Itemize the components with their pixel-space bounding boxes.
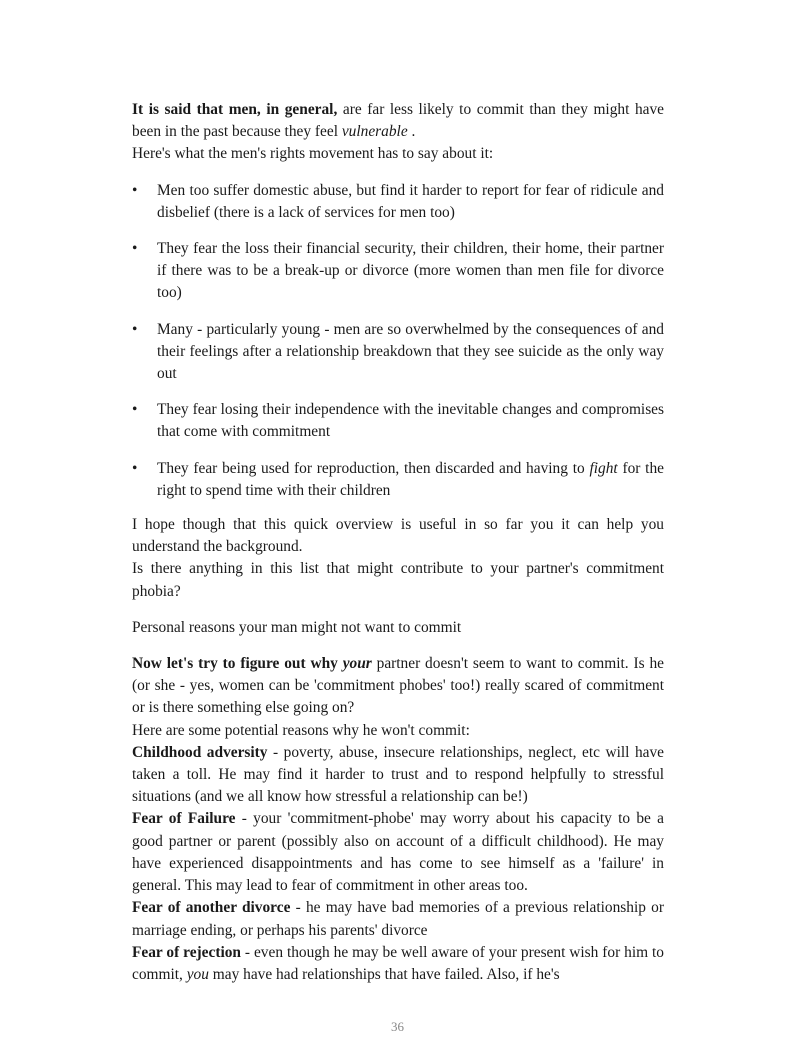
reason-fear-of-rejection: Fear of rejection - even though he may be well aware of your present wish for him to commit, you may have had relationships that have failed. Also, if he's	[132, 943, 664, 983]
bullet-item: • They fear losing their independence with the inevitable changes and compromises that come with commitment	[132, 401, 664, 441]
bullet-item: • They fear the loss their financial security, their children, their home, their partner if there was to be a break-up or divorce (more women than men file for divorce too)	[132, 240, 664, 302]
document-page	[132, 99, 664, 986]
bullet-item: • They fear being used for reproduction, then discarded and having to fight for the right to spend time with their children	[132, 459, 664, 499]
section-heading: Personal reasons your man might not want to commit	[132, 618, 462, 636]
reason-childhood-adversity: Childhood adversity - poverty, abuse, insecure relationships, neglect, etc will have taken a toll. He may find it harder to trust and to respond helpfully to stressful situations (and we all know how stressful a relationship can be!)	[132, 743, 665, 806]
intro-paragraph	[132, 99, 664, 166]
bullet-dot: •	[132, 401, 138, 419]
bullet-item: • Men too suffer domestic abuse, but find it harder to report for fear of ridicule and disbelief (there is a lack of services for men too)	[132, 181, 664, 221]
reasons-bullet-list	[132, 180, 664, 502]
bullet-dot: •	[132, 240, 138, 258]
reason-fear-of-divorce: Fear of another divorce - he may have bad memories of a previous relationship or marriage ending, or perhaps his parents' divorce	[132, 899, 664, 939]
bullet-dot: •	[132, 459, 138, 477]
overview-paragraph: I hope though that this quick overview is useful in so far you it can help you understand the background. Is there anything in this list that might contribute to your partner's commitment phobia?	[132, 516, 664, 600]
intro-lead-italic: vulnerable	[341, 123, 408, 141]
figure-out-paragraph: Now let's try to figure out why your partner doesn't seem to want to commit. Is he (or she - yes, women can be 'commitment phobes' too!) really scared of commitment or is there something else going on? Here are some potential reasons why he won't commit:	[132, 655, 665, 739]
bullet-item: • Many - particularly young - men are so overwhelmed by the consequences of and their feelings after a relationship breakdown that they see suicide as the only way out	[132, 320, 664, 383]
intro-lead-end: .	[407, 123, 416, 141]
page-number: 36	[391, 1019, 404, 1034]
reason-fear-of-failure: Fear of Failure - your 'commitment-phobe' may worry about his capacity to be a good partner or parent (possibly also on account of a difficult childhood). He may have experienced disappointments and has come to see himself as a 'failure' in general. This may lead to fear of commitment in other areas too.	[132, 810, 664, 895]
intro-line2: Here's what the men's rights movement has to say about it:	[132, 145, 494, 163]
bullet-dot: •	[132, 181, 138, 199]
intro-lead-text: are far less likely to commit than they might have been in the past because they feel	[132, 101, 665, 141]
intro-lead-bold: It is said that men, in general,	[132, 101, 338, 118]
bullet-dot: •	[132, 320, 138, 338]
